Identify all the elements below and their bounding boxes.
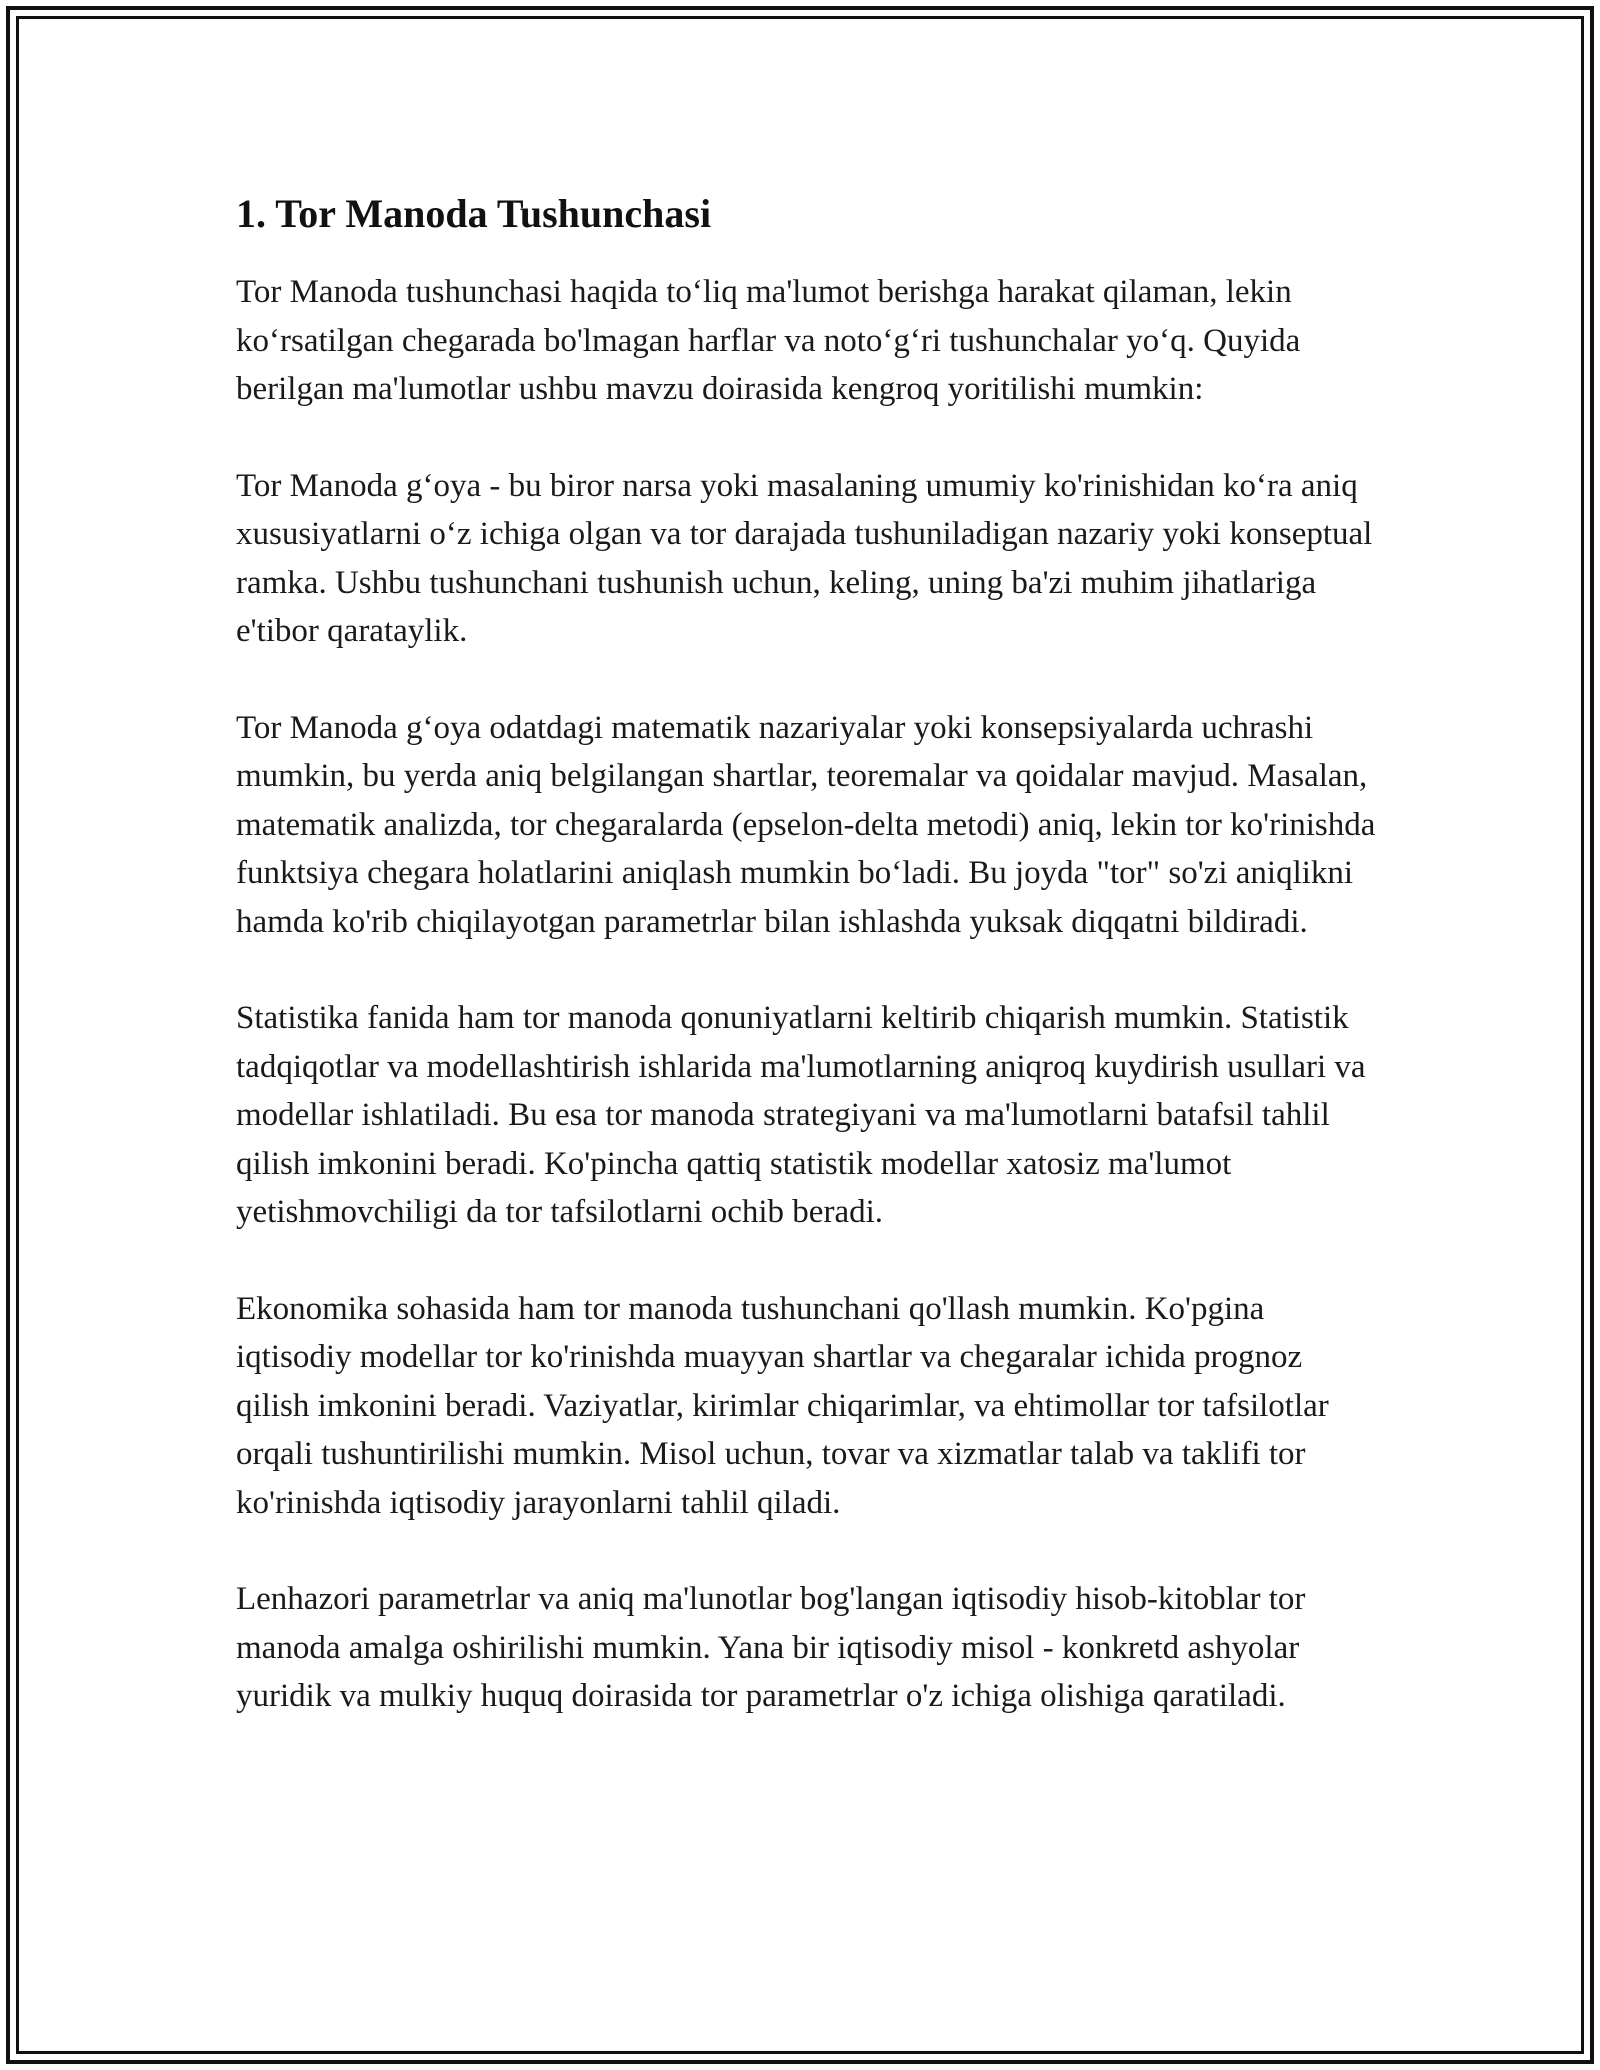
paragraph-calculations: Lenhazori parametrlar va aniq ma'lunotlar bog'langan iqtisodiy hisob-kitoblar tor manoda amalga oshirilishi mumkin. Yana bir iqtisodiy misol - konkretd ashyolar yuridik va mulkiy huquq doirasida tor parametrlar o'z ichiga olishiga qaratiladi. (236, 1581, 1306, 1714)
section-heading: 1. Tor Manoda Tushunchasi (236, 191, 712, 236)
paragraph-definition: Tor Manoda g‘oya - bu biror narsa yoki masalaning umumiy ko'rinishidan ko‘ra aniq xususiyatlarni o‘z ichiga olgan va tor darajada tushuniladigan nazariy yoki konseptual ramka. Ushbu tushunchani tushunish uchun, keling, uning ba'zi muhim jihatlariga e'tibor qarataylik. (236, 467, 1373, 649)
paragraph-economics: Ekonomika sohasida ham tor manoda tushunchani qo'llash mumkin. Ko'pgina iqtisodiy modellar tor ko'rinishda muayyan shartlar va chegaralar ichida prognoz qilish imkonini beradi. Vaziyatlar, kirimlar chiqarimlar, va ehtimollar tor tafsilotlar orqali tushuntirilishi mumkin. Misol uchun, tovar va xizmatlar talab va taklifi tor ko'rinishda iqtisodiy jarayonlarni tahlil qiladi. (236, 1290, 1329, 1521)
paragraph-statistics: Statistika fanida ham tor manoda qonuniyatlarni keltirib chiqarish mumkin. Statistik tadqiqotlar va modellashtirish ishlarida ma'lumotlarning aniqroq kuydirish usullari va modellar ishlatiladi. Bu esa tor manoda strategiyani va ma'lumotlarni batafsil tahlil qilish imkonini beradi. Ko'pincha qattiq statistik modellar xatosiz ma'lumot yetishmovchiligi da tor tafsilotlarni ochib beradi. (236, 1000, 1366, 1230)
document-body (236, 188, 1376, 1721)
paragraph-mathematics: Tor Manoda g‘oya odatdagi matematik nazariyalar yoki konsepsiyalarda uchrashi mumkin, bu yerda aniq belgilangan shartlar, teoremalar va qoidalar mavjud. Masalan, matematik analizda, tor chegaralarda (epselon-delta metodi) aniq, lekin tor ko'rinishda funktsiya chegara holatlarini aniqlash mumkin bo‘ladi. Bu joyda "tor" so'zi aniqlikni hamda ko'rib chiqilayotgan parametrlar bilan ishlashda yuksak diqqatni bildiradi. (236, 709, 1376, 940)
paragraph-intro: Tor Manoda tushunchasi haqida to‘liq ma'lumot berishga harakat qilaman, lekin ko‘rsatilgan chegarada bo'lmagan harflar va noto‘g‘ri tushunchalar yo‘q. Quyida berilgan ma'lumotlar ushbu mavzu doirasida kengroq yoritilishi mumkin: (236, 274, 1301, 407)
